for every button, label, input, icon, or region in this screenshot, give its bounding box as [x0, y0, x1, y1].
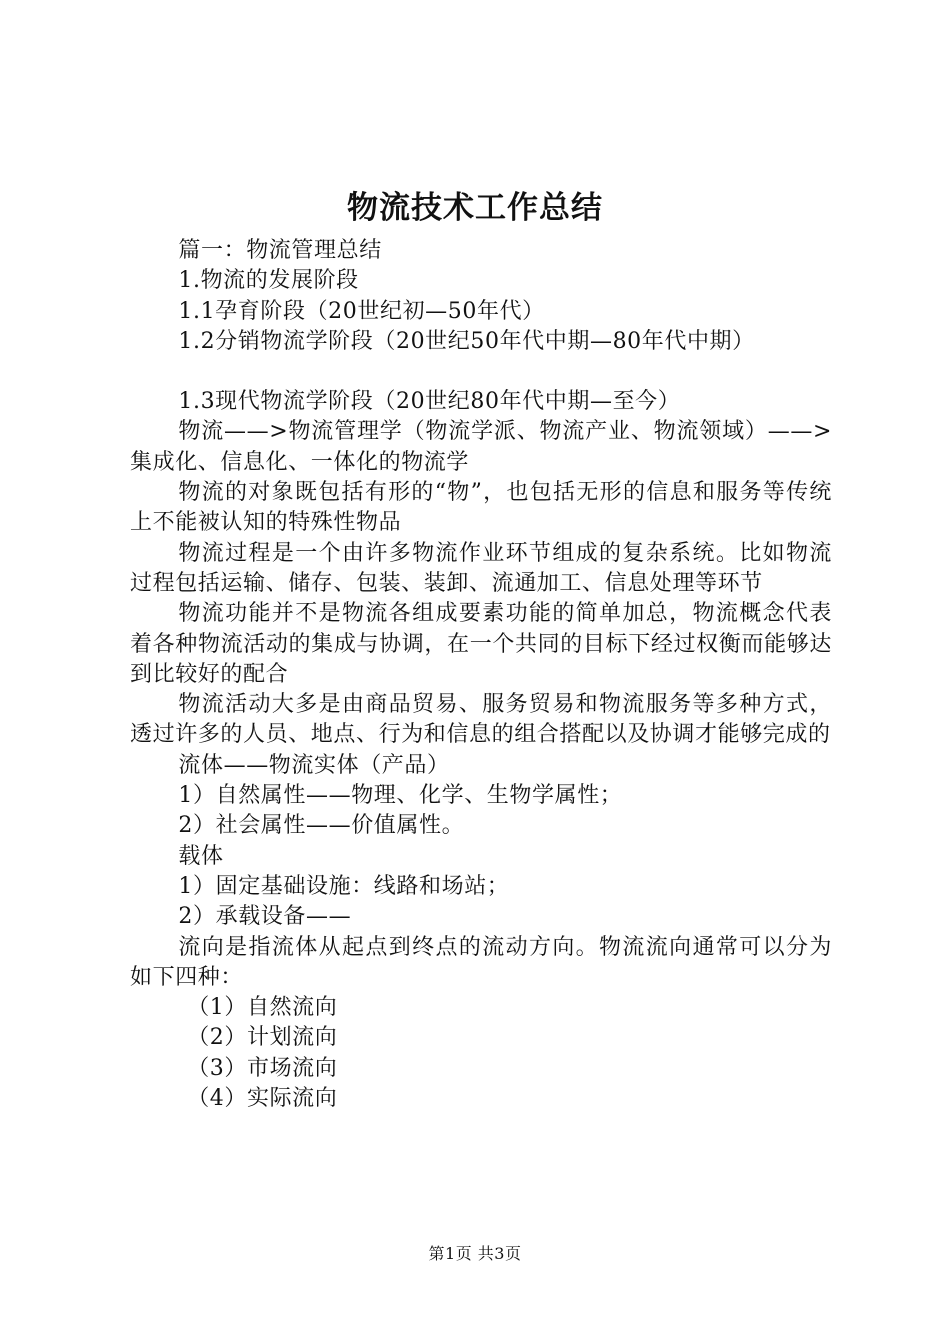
- paragraph: 物流功能并不是物流各组成要素功能的简单加总，物流概念代表着各种物流活动的集成与协调，在一个共同的目标下经过权衡而能够达到比较好的配合: [130, 601, 832, 687]
- list-item: 2）社会属性——价值属性。: [178, 813, 465, 839]
- paragraph: 流体——物流实体（产品）: [178, 752, 450, 778]
- paragraph: 物流过程是一个由许多物流作业环节组成的复杂系统。比如物流过程包括运输、储存、包装、装卸、流通加工、信息处理等环节: [130, 540, 832, 596]
- paragraph: 1.3现代物流学阶段（20世纪80年代中期—至今）: [178, 389, 681, 415]
- document-title: 物流技术工作总结: [347, 190, 603, 226]
- paragraph: 流向是指流体从起点到终点的流动方向。物流流向通常可以分为如下四种：: [130, 934, 832, 990]
- paragraph: 物流——>物流管理学（物流学派、物流产业、物流领域）——>集成化、信息化、一体化的物流学: [130, 419, 832, 475]
- paragraph: 1.1孕育阶段（20世纪初—50年代）: [178, 298, 545, 324]
- list-item: 1）自然属性——物理、化学、生物学属性；: [178, 783, 623, 809]
- list-item: （2）计划流向: [187, 1025, 338, 1051]
- list-item: （3）市场流向: [187, 1055, 338, 1081]
- paragraph: 物流的对象既包括有形的“物”，也包括无形的信息和服务等传统上不能被认知的特殊性物品: [130, 480, 832, 536]
- list-item: （1）自然流向: [187, 995, 338, 1021]
- paragraph: 载体: [178, 843, 224, 869]
- paragraph: 1.物流的发展阶段: [178, 268, 359, 294]
- page-footer: 第1页 共3页: [428, 1244, 522, 1263]
- paragraph: 物流活动大多是由商品贸易、服务贸易和物流服务等多种方式，透过许多的人员、地点、行为和信息的组合搭配以及协调才能够完成的: [130, 692, 832, 748]
- list-item: 2）承载设备——: [178, 904, 352, 930]
- paragraph: 1.2分销物流学阶段（20世纪50年代中期—80年代中期）: [178, 328, 755, 354]
- list-item: （4）实际流向: [187, 1086, 338, 1112]
- section-heading: 篇一：物流管理总结: [178, 238, 382, 263]
- document-body: [130, 236, 832, 1114]
- list-item: 1）固定基础设施：线路和场站；: [178, 873, 510, 899]
